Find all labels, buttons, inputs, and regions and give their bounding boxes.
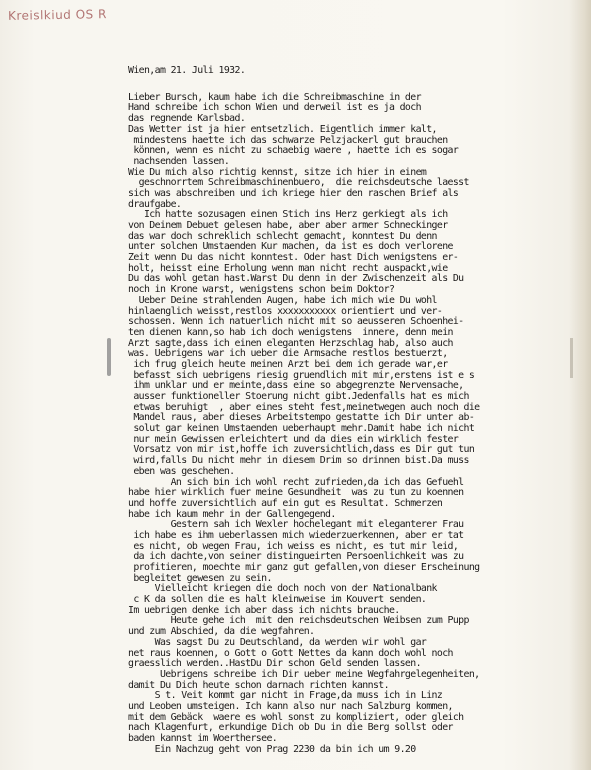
letter-line: was. Uebrigens war ich ueber die Armsache restlos bestuerzt, [128, 348, 448, 360]
letter-line: eben was geschehen. [128, 465, 235, 477]
letter-line: Im uebrigen denke ich aber dass ich nichts brauche. [128, 604, 400, 616]
letter-line: mit dem Gebäck waere es wohl sonst zu kompliziert, oder gleich [128, 711, 464, 723]
letter-line: hinlaenglich weisst,restlos xxxxxxxxxxx orientiert und ver- [128, 305, 443, 317]
letter-line: etwas beruhigt , aber eines steht fest,meinetwegen auch noch die [128, 401, 480, 413]
letter-line: geschnorrtem Schreibmaschinenbuero, die reichsdeutsche laesst [128, 177, 469, 189]
letter-line: Ich hatte sozusagen einen Stich ins Herz gerkiegt als ich [128, 209, 448, 221]
letter-body [128, 45, 578, 755]
letter-line: c K da sollen die es halt kleinweise im Kouvert senden. [128, 594, 427, 606]
letter-line: und Leoben umsteigen. Ich kann also nur nach Salzburg kommen, [128, 700, 453, 712]
letter-line: damit Du Dich heute schon darnach richten kannst. [128, 679, 389, 691]
letter-line: solut gar keinen Umstaenden ueberhaupt mehr.Damit habe ich nicht [128, 423, 475, 435]
letter-line: Vorsatz von mir ist,hoffe ich zuversichtlich,dass es Dir gut tun [128, 444, 475, 456]
letter-line: Was sagst Du zu Deutschland, da werden wir wohl gar [128, 636, 427, 648]
letter-line: sich was abschreiben und ich kriege hier den raschen Brief als [128, 187, 459, 199]
letter-line: habe hier wirklich fuer meine Gesundheit was zu tun zu koennen [128, 487, 464, 499]
letter-line: ten dienen kann,so hab ich doch wenigstens innere, denn mein [128, 326, 453, 338]
letter-line: Du das wohl getan hast.Warst Du denn in der Zwischenzeit als Du [128, 273, 464, 285]
letter-line: Ein Nachzug geht von Prag 2230 da bin ich um 9.20 [128, 743, 416, 755]
archive-annotation: Kreislkiud OS R [7, 7, 108, 23]
letter-line: das regnende Karlsbad. [128, 113, 246, 125]
letter-line: An sich bin ich wohl recht zufrieden,da ich das Gefuehl [128, 476, 464, 488]
letter-line: Zeit wenn Du das nicht konntest. Oder hast Dich wenigstens er- [128, 252, 459, 264]
letter-line: befasst sich uebrigens riesig gruendlich mit mir,erstens ist e s [128, 369, 475, 381]
letter-line: wird,falls Du nicht mehr in diesem Drim so drinnen bist.Da muss [128, 455, 469, 467]
letter-line: Hand schreibe ich schon Wien und derweil ist es ja doch [128, 102, 421, 114]
letter-line: nach Klagenfurt, erkundige Dich ob Du in die Berg sollst oder [128, 722, 453, 734]
letter-line: Lieber Bursch, kaum habe ich die Schreibmaschine in der [128, 91, 421, 103]
letter-line: ausser funktioneller Stoerung nicht gibt.Jedenfalls hat es mich [128, 391, 469, 403]
letter-line: nachsenden lassen. [128, 155, 230, 167]
letter-line: Mandel raus, aber dieses Arbeitstempo gestatte ich Dir unter ab- [128, 412, 475, 424]
binder-hole-mark [107, 338, 111, 376]
letter-line: schossen. Wenn ich natuerlich nicht mit so aeusseren Schoenhei- [128, 316, 464, 328]
letter-line: Heute gehe ich mit den reichsdeutschen Weibsen zum Pupp [128, 615, 469, 627]
letter-line: mindestens haette ich das schwarze Pelzjackerl gut brauchen [128, 134, 448, 146]
letter-line: Wie Du mich also richtig kennst, sitze ich hier in einem [128, 166, 427, 178]
letter-line: ihm unklar und er meinte,dass eine so abgegrenzte Nervensache, [128, 380, 464, 392]
letter-line: können, wenn es nicht zu schaebig waere , haette ich es sogar [128, 145, 459, 157]
letter-date: Wien,am 21. Juli 1932. [128, 65, 246, 77]
letter-line: Arzt sagte,dass ich einen eleganten Herzschlag hab, also auch [128, 337, 453, 349]
letter-line: ich frug gleich heute meinen Arzt bei dem ich gerade war,er [128, 358, 448, 370]
letter-line: profitieren, moechte mir ganz gut gefallen,von dieser Erscheinung [128, 562, 480, 574]
letter-line: holt, heisst eine Erholung wenn man nicht recht auspackt,wie [128, 262, 448, 274]
letter-line: unter solchen Umstaenden Kur machen, da ist es doch verlorene [128, 241, 453, 253]
letter-line: da ich dachte,von seiner distingueirten Persoenlichkeit was zu [128, 551, 464, 563]
letter-line: graesslich werden..HastDu Dir schon Geld senden lassen. [128, 658, 421, 670]
letter-line: ich habe es ihm ueberlassen mich wiederzuerkennen, aber er tat [128, 529, 464, 541]
letter-line: und hoffe zuversichtlich auf ein gut es Resultat. Schmerzen [128, 497, 443, 509]
letter-line: Ueber Deine strahlenden Augen, habe ich mich wie Du wohl [128, 294, 437, 306]
letter-line: begleitet gewesen zu sein. [128, 572, 272, 584]
letter-line: noch in Krone warst, wenigstens schon beim Doktor? [128, 284, 395, 296]
letter-line: Uebrigens schreibe ich Dir ueber meine Wegfahrgelegenheiten, [128, 668, 480, 680]
letter-line: das war doch schreklich schlecht gemacht, konntest Du denn [128, 230, 437, 242]
letter-line: draufgabe. [128, 198, 182, 210]
letter-line: S t. Veit kommt gar nicht in Frage,da muss ich in Linz [128, 690, 443, 702]
letter-line: habe ich kaum mehr in der Gallengegend. [128, 508, 336, 520]
letter-line: net raus koennen, o Gott o Gott Nettes da kann doch wohl noch [128, 647, 453, 659]
letter-line: Vielleicht kriegen die doch noch von der Nationalbank [128, 583, 437, 595]
letter-line: nur mein Gewissen erleichtert und da dies ein wirklich fester [128, 433, 459, 445]
letter-line: es nicht, ob wegen Frau, ich weiss es nicht, es tut mir leid, [128, 540, 459, 552]
letter-line: Das Wetter ist ja hier entsetzlich. Eigentlich immer kalt, [128, 123, 437, 135]
letter-line: baden kannst im Woerthersee. [128, 733, 278, 745]
letter-line: Gestern sah ich Wexler hochelegant mit eleganterer Frau [128, 519, 464, 531]
letter-line: von Deinem Debuet gelesen habe, aber aber armer Schneckinger [128, 220, 448, 232]
letter-line: und zum Abschied, da die wegfahren. [128, 626, 315, 638]
